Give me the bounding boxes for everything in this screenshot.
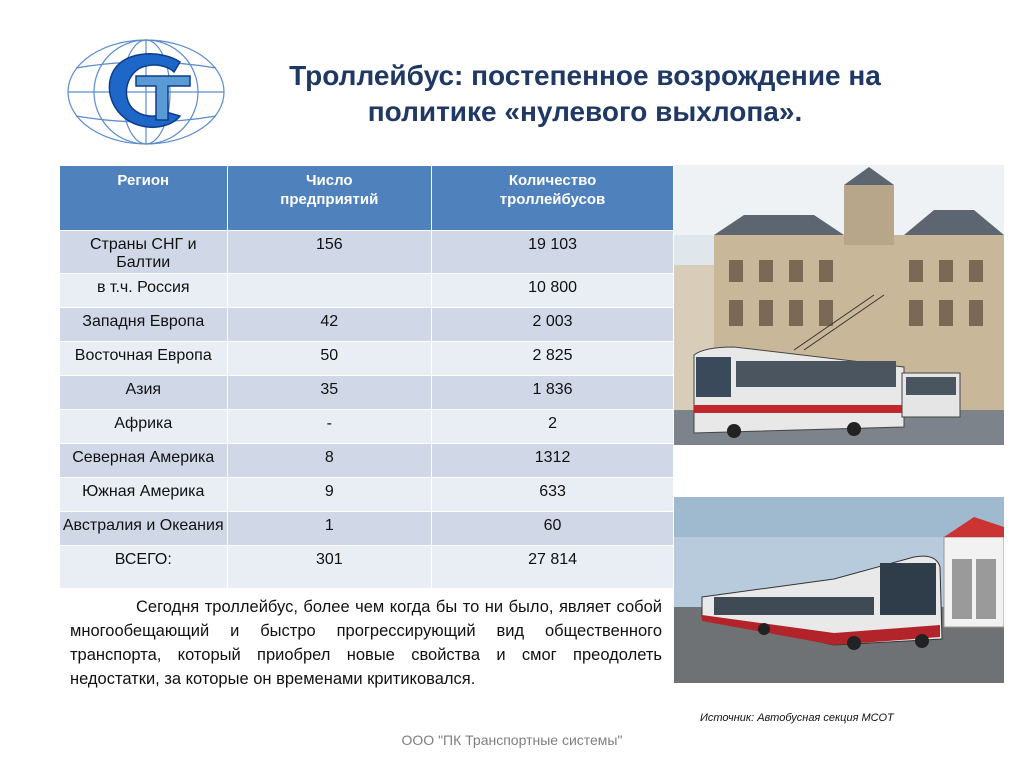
cell-trolleybuses: 60	[432, 512, 674, 546]
cell-region: Западня Европа	[60, 308, 227, 342]
header-region: Регион	[60, 166, 227, 231]
cell-enterprises: -	[227, 410, 432, 444]
cell-enterprises: 9	[227, 478, 432, 512]
table-row	[60, 342, 674, 376]
cell-region: ВСЕГО:	[60, 546, 227, 588]
cell-region: Австралия и Океания	[60, 512, 227, 546]
cell-enterprises: 50	[227, 342, 432, 376]
cell-region: Южная Америка	[60, 478, 227, 512]
header-trolleybuses: Количество троллейбусов	[432, 166, 674, 231]
cell-trolleybuses: 2	[432, 410, 674, 444]
cell-trolleybuses: 19 103	[432, 231, 674, 274]
table-header-row	[60, 166, 674, 231]
trolleybus-table	[60, 166, 674, 588]
table-row	[60, 410, 674, 444]
cell-region: Восточная Европа	[60, 342, 227, 376]
cell-enterprises: 35	[227, 376, 432, 410]
cell-trolleybuses: 2 825	[432, 342, 674, 376]
header-enterprises: Число предприятий	[227, 166, 432, 231]
table-row	[60, 478, 674, 512]
table-row	[60, 512, 674, 546]
cell-region: Северная Америка	[60, 444, 227, 478]
table-row	[60, 231, 674, 274]
cell-region: в т.ч. Россия	[60, 274, 227, 308]
cell-enterprises	[227, 274, 432, 308]
cell-trolleybuses: 1312	[432, 444, 674, 478]
cell-trolleybuses: 2 003	[432, 308, 674, 342]
table-row	[60, 444, 674, 478]
slide-title: Троллейбус: постепенное возрождение на политике «нулевого выхлопа».	[289, 60, 881, 127]
cell-enterprises: 8	[227, 444, 432, 478]
company-logo	[62, 36, 230, 148]
footer-company: ООО "ПК Транспортные системы"	[401, 732, 623, 748]
cell-trolleybuses: 27 814	[432, 546, 674, 588]
table-row	[60, 308, 674, 342]
trolleybus-city-hall-photo	[674, 165, 1004, 445]
cell-trolleybuses: 1 836	[432, 376, 674, 410]
table-row	[60, 376, 674, 410]
cell-enterprises: 156	[227, 231, 432, 274]
table-row	[60, 274, 674, 308]
description-paragraph: Сегодня троллейбус, более чем когда бы то ни было, являет собой многообещающий и быстро прогрессирующий вид общественного транспорта, который приобрел новые свойства и смог преодолеть недостатки, за которые он временами критиковался.	[70, 598, 662, 688]
cell-enterprises: 301	[227, 546, 432, 588]
cell-enterprises: 42	[227, 308, 432, 342]
cell-region: Страны СНГ и Балтии	[60, 231, 227, 274]
table-total-row	[60, 546, 674, 588]
cell-trolleybuses: 633	[432, 478, 674, 512]
cell-enterprises: 1	[227, 512, 432, 546]
cell-region: Азия	[60, 376, 227, 410]
source-note: Источник: Автобусная секция МСОТ	[700, 712, 894, 724]
cell-trolleybuses: 10 800	[432, 274, 674, 308]
cell-region: Африка	[60, 410, 227, 444]
trolleybus-depot-photo	[674, 497, 1004, 683]
